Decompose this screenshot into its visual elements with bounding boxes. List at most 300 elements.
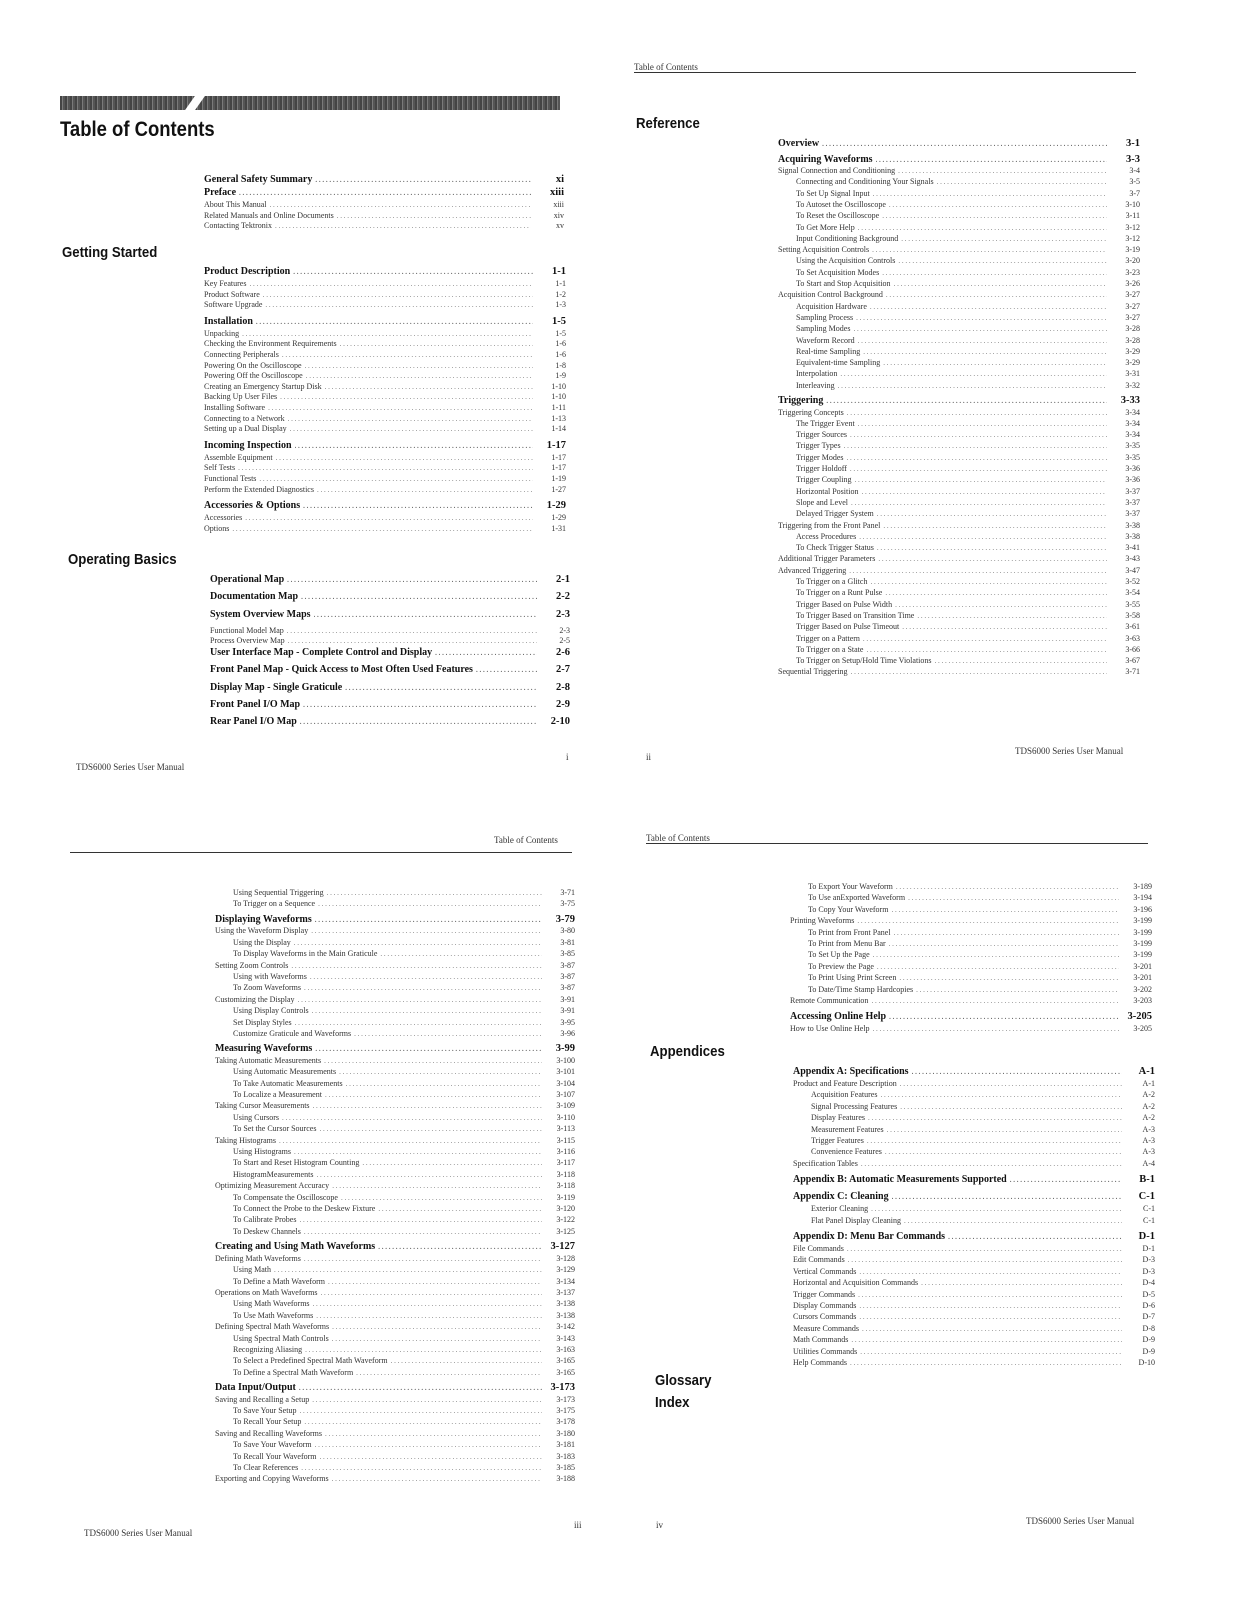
toc-leader-dots — [316, 1170, 542, 1179]
toc-entry-page: D-4 — [1142, 1278, 1155, 1288]
toc-leader-dots — [305, 1345, 542, 1354]
toc-leader-dots — [306, 371, 533, 380]
toc-entry — [793, 1255, 1155, 1264]
toc-entry-title: Trigger on a Pattern — [796, 633, 860, 643]
toc-leader-dots — [291, 961, 542, 970]
toc-entry-page: B-1 — [1139, 1174, 1155, 1186]
toc-leader-dots — [860, 1347, 1122, 1356]
toc-entry — [811, 1113, 1155, 1122]
toc-leader-dots — [303, 500, 533, 511]
page-number-ii: ii — [646, 752, 652, 762]
toc-entry-page: 3-61 — [1125, 622, 1140, 632]
toc-entry — [204, 403, 566, 412]
toc-entry-page: 1-5 — [555, 328, 566, 338]
header-rule-iii — [70, 852, 572, 853]
toc-entry — [811, 1204, 1155, 1213]
toc-entry-title: Taking Cursor Measurements — [215, 1101, 310, 1111]
toc-entry-title: Set Display Styles — [233, 1017, 292, 1027]
toc-leader-dots — [850, 430, 1107, 439]
toc-leader-dots — [327, 888, 542, 897]
toc-leader-dots — [312, 1006, 542, 1015]
toc-entry — [233, 938, 575, 947]
toc-entry-page: 3-43 — [1125, 554, 1140, 564]
toc-entry-title: Exterior Cleaning — [811, 1204, 869, 1214]
toc-entry — [796, 279, 1140, 288]
toc-leader-dots — [866, 645, 1107, 654]
toc-entry-page: 3-11 — [1125, 211, 1140, 221]
toc-entry-page: 3-58 — [1125, 610, 1140, 620]
toc-entry — [796, 475, 1140, 484]
toc-entry — [215, 1056, 575, 1065]
toc-entry-page: 3-99 — [555, 1043, 575, 1055]
toc-leader-dots — [857, 916, 1119, 925]
toc-leader-dots — [316, 1311, 542, 1320]
toc-entry-title: Connecting Peripherals — [204, 350, 279, 359]
toc-entry-title: To Localize a Measurement — [233, 1090, 322, 1099]
toc-leader-dots — [325, 382, 533, 391]
toc-leader-dots — [847, 408, 1107, 417]
toc-leader-dots — [315, 914, 542, 925]
toc-entry — [796, 543, 1140, 552]
toc-entry — [808, 962, 1152, 971]
toc-entry-page: 3-27 — [1125, 290, 1140, 300]
toc-leader-dots — [298, 995, 542, 1004]
toc-entry-title: Process Overview Map — [210, 636, 285, 646]
toc-leader-dots — [332, 1322, 542, 1331]
toc-entry — [796, 336, 1140, 345]
toc-entry-title: Appendix B: Automatic Measurements Supported — [793, 1174, 1007, 1186]
toc-entry — [808, 905, 1152, 914]
toc-leader-dots — [880, 1090, 1122, 1099]
toc-entry — [793, 1231, 1155, 1242]
toc-entry — [796, 611, 1140, 620]
page-title: Table of Contents — [60, 118, 215, 141]
toc-leader-dots — [345, 682, 537, 693]
toc-entry — [796, 200, 1140, 209]
toc-entry-title: To Use Math Waveforms — [233, 1310, 314, 1320]
toc-entry — [796, 487, 1140, 496]
toc-entry-title: Unpacking — [204, 328, 240, 338]
toc-entry-title: Trigger Holdoff — [796, 464, 847, 473]
toc-entry — [790, 1011, 1152, 1022]
toc-entry-title: Using Spectral Math Controls — [233, 1333, 329, 1343]
toc-entry-page: 3-32 — [1125, 380, 1140, 390]
toc-leader-dots — [305, 361, 533, 370]
toc-entry — [808, 928, 1152, 937]
toc-leader-dots — [378, 1241, 542, 1252]
toc-entry-page: 3-107 — [556, 1090, 575, 1099]
toc-entry — [778, 154, 1140, 165]
toc-entry-title: Access Procedures — [796, 531, 857, 541]
toc-leader-dots — [276, 453, 533, 462]
toc-entry-title: Triggering Concepts — [778, 407, 844, 417]
page-number-iii: iii — [574, 1520, 582, 1530]
toc-leader-dots — [320, 1452, 542, 1461]
toc-entry-page: 1-14 — [551, 424, 566, 434]
toc-entry-page: C-1 — [1143, 1204, 1155, 1214]
toc-entry — [204, 300, 566, 309]
toc-leader-dots — [889, 1011, 1119, 1022]
toc-entry-page: 3-3 — [1126, 153, 1140, 165]
section-reference: Reference — [636, 115, 700, 132]
toc-leader-dots — [861, 487, 1107, 496]
toc-entry-page: 3-194 — [1133, 893, 1152, 903]
toc-entry — [796, 645, 1140, 654]
toc-entry-page: 3-199 — [1133, 939, 1152, 948]
toc-entry — [204, 513, 566, 522]
toc-entry — [204, 316, 566, 327]
toc-entry-page: 1-17 — [551, 463, 566, 473]
toc-entry — [796, 347, 1140, 356]
toc-entry-title: Additional Trigger Parameters — [778, 554, 876, 564]
toc-entry — [793, 1267, 1155, 1276]
toc-entry — [796, 622, 1140, 631]
toc-entry-title: Acquisition Hardware — [796, 301, 867, 311]
toc-entry-page: 3-91 — [560, 994, 575, 1004]
toc-leader-dots — [849, 566, 1107, 575]
toc-entry-title: Product Software — [204, 289, 260, 299]
toc-entry-page: 1-13 — [551, 413, 566, 423]
toc-entry — [215, 1181, 575, 1190]
toc-leader-dots — [850, 464, 1107, 473]
toc-entry — [204, 279, 566, 288]
toc-leader-dots — [313, 1101, 542, 1110]
toc-entry — [796, 453, 1140, 462]
toc-entry — [796, 498, 1140, 507]
toc-entry — [796, 324, 1140, 333]
toc-entry-title: Math Commands — [793, 1335, 849, 1345]
toc-entry-title: Using Display Controls — [233, 1006, 309, 1016]
toc-entry-page: A-1 — [1142, 1079, 1155, 1088]
toc-entry-page: 1-6 — [555, 350, 566, 359]
toc-entry-title: Convenience Features — [811, 1147, 882, 1157]
toc-entry — [204, 463, 566, 472]
toc-leader-dots — [886, 290, 1107, 299]
toc-entry — [793, 1290, 1155, 1299]
toc-entry — [778, 395, 1140, 406]
toc-entry-page: 1-1 — [552, 266, 566, 277]
toc-entry — [790, 916, 1152, 925]
toc-entry-title: To Trigger on a Glitch — [796, 577, 868, 586]
toc-entry-title: Sequential Triggering — [778, 667, 848, 677]
running-header-iv: Table of Contents — [646, 833, 710, 843]
toc-entry-page: 3-87 — [560, 960, 575, 970]
toc-leader-dots — [288, 414, 533, 423]
toc-leader-dots — [265, 300, 533, 309]
toc-entry-title: Display Map - Single Graticule — [210, 681, 343, 693]
toc-entry — [796, 577, 1140, 586]
toc-leader-dots — [891, 905, 1119, 914]
toc-leader-dots — [313, 1299, 542, 1308]
toc-entry-page: 1-29 — [551, 513, 566, 523]
toc-entry-title: Data Input/Output — [215, 1382, 296, 1394]
toc-leader-dots — [858, 336, 1107, 345]
toc-entry — [796, 419, 1140, 428]
toc-leader-dots — [855, 475, 1108, 484]
toc-entry-page: 3-122 — [556, 1215, 575, 1225]
toc-entry-page: 2-6 — [556, 646, 570, 658]
toc-leader-dots — [859, 1312, 1122, 1321]
toc-entry-title: Advanced Triggering — [778, 565, 847, 575]
toc-entry-title: Trigger Sources — [796, 430, 848, 440]
toc-entry-page: 3-38 — [1125, 531, 1140, 541]
toc-entry-page: 3-36 — [1125, 475, 1140, 485]
toc-leader-dots — [337, 211, 531, 220]
toc-entry-page: D-5 — [1142, 1289, 1155, 1299]
toc-entry-page: 3-47 — [1125, 565, 1140, 575]
toc-entry-title: To Trigger on Setup/Hold Time Violations — [796, 656, 932, 666]
toc-entry-title: To Preview the Page — [808, 961, 874, 971]
toc-entry-title: Using the Acquisition Controls — [796, 256, 896, 266]
toc-entry-title: Using Math Waveforms — [233, 1299, 310, 1309]
toc-entry — [210, 574, 570, 585]
toc-leader-dots — [287, 574, 537, 585]
toc-leader-dots — [882, 268, 1107, 277]
toc-entry-title: To Check Trigger Status — [796, 543, 874, 553]
toc-entry-page: 3-127 — [550, 1241, 575, 1253]
toc-entry-title: To Set Acquisition Modes — [796, 267, 880, 277]
toc-entry-page: 3-128 — [556, 1253, 575, 1263]
toc-entry — [796, 189, 1140, 198]
toc-entry-title: To Select a Predefined Spectral Math Waveform — [233, 1356, 388, 1366]
toc-leader-dots — [868, 1113, 1122, 1122]
toc-entry-title: Software Upgrade — [204, 300, 263, 310]
running-header-iii: Table of Contents — [494, 835, 558, 845]
page-number-i: i — [566, 752, 569, 762]
toc-entry-page: 3-196 — [1133, 904, 1152, 914]
toc-entry-page: D-3 — [1142, 1266, 1155, 1276]
toc-entry — [210, 682, 570, 693]
toc-entry-title: To Print Using Print Screen — [808, 973, 897, 983]
toc-entry — [233, 1277, 575, 1286]
toc-entry-title: To Start and Reset Histogram Counting — [233, 1158, 360, 1168]
toc-leader-dots — [844, 441, 1107, 450]
toc-entry-title: Assemble Equipment — [204, 452, 273, 462]
toc-entry — [204, 350, 566, 359]
toc-leader-dots — [876, 154, 1107, 165]
toc-entry-title: Incoming Inspection — [204, 439, 292, 451]
toc-entry-title: Perform the Extended Diagnostics — [204, 484, 314, 494]
toc-leader-dots — [859, 1301, 1122, 1310]
toc-entry — [215, 926, 575, 935]
toc-entry — [204, 361, 566, 370]
toc-entry — [793, 1244, 1155, 1253]
toc-entry — [204, 453, 566, 462]
toc-entry-title: Trigger Modes — [796, 452, 844, 462]
toc-entry-title: Interleaving — [796, 380, 835, 390]
toc-entry — [796, 358, 1140, 367]
toc-entry-title: Customizing the Display — [215, 994, 295, 1004]
toc-entry-title: To Trigger Based on Transition Time — [796, 610, 915, 620]
toc-entry-page: A-2 — [1142, 1090, 1155, 1100]
toc-leader-dots — [870, 302, 1107, 311]
toc-entry-page: 3-29 — [1125, 358, 1140, 368]
toc-entry-title: Using the Display — [233, 937, 291, 947]
toc-entry — [233, 1215, 575, 1224]
toc-entry-title: Overview — [778, 138, 820, 149]
toc-entry-title: Sampling Modes — [796, 324, 851, 334]
toc-entry — [778, 566, 1140, 575]
toc-entry-title: Utilities Commands — [793, 1346, 858, 1356]
toc-entry-title: Trigger Based on Pulse Timeout — [796, 622, 900, 632]
toc-entry-title: Using Automatic Measurements — [233, 1067, 337, 1077]
toc-entry-title: To Export Your Waveform — [808, 882, 893, 891]
toc-entry-title: Real-time Sampling — [796, 346, 861, 356]
toc-leader-dots — [290, 424, 533, 433]
toc-entry-page: 3-137 — [556, 1287, 575, 1297]
toc-leader-dots — [270, 200, 531, 209]
toc-entry-page: A-2 — [1142, 1101, 1155, 1111]
toc-leader-dots — [311, 926, 542, 935]
toc-leader-dots — [838, 381, 1107, 390]
toc-entry-page: 3-26 — [1125, 279, 1140, 288]
toc-entry — [210, 647, 570, 658]
toc-entry — [215, 1382, 575, 1393]
toc-leader-dots — [892, 1191, 1122, 1202]
toc-entry-page: 3-165 — [556, 1367, 575, 1377]
toc-leader-dots — [299, 1215, 542, 1224]
toc-entry-title: Measure Commands — [793, 1323, 859, 1333]
toc-entry-page: 3-20 — [1125, 256, 1140, 266]
toc-entry-page: 2-3 — [556, 608, 570, 620]
toc-entry — [778, 667, 1140, 676]
toc-entry-page: 3-189 — [1133, 882, 1152, 891]
toc-entry-title: To Save Your Waveform — [233, 1440, 312, 1450]
toc-entry-page: xv — [556, 221, 564, 230]
toc-entry-page: 3-188 — [556, 1474, 575, 1484]
toc-entry — [796, 464, 1140, 473]
toc-entry-page: 1-19 — [551, 474, 566, 483]
toc-entry-page: 1-6 — [555, 339, 566, 349]
toc-entry-title: How to Use Online Help — [790, 1023, 870, 1033]
toc-entry — [796, 211, 1140, 220]
toc-entry-page: 2-5 — [559, 636, 570, 646]
toc-leader-dots — [318, 899, 542, 908]
toc-entry-title: To Display Waveforms in the Main Graticule — [233, 949, 378, 959]
toc-entry-page: 3-87 — [560, 983, 575, 993]
toc-entry-page: A-1 — [1138, 1066, 1155, 1077]
toc-entry-page: 1-3 — [555, 300, 566, 310]
toc-entry-title: Trigger Types — [796, 441, 841, 451]
toc-entry-page: 2-9 — [556, 698, 570, 710]
toc-entry-page: 3-201 — [1133, 961, 1152, 971]
toc-entry-title: Taking Histograms — [215, 1135, 276, 1145]
toc-entry — [215, 1043, 575, 1054]
toc-entry-title: Installation — [204, 315, 253, 327]
toc-entry — [233, 1158, 575, 1167]
toc-leader-dots — [846, 453, 1107, 462]
toc-leader-dots — [300, 716, 537, 727]
toc-entry-title: Operational Map — [210, 574, 285, 585]
toc-entry-title: To Trigger on a Sequence — [233, 899, 316, 909]
toc-leader-dots — [887, 1125, 1122, 1134]
toc-entry — [204, 440, 566, 451]
toc-leader-dots — [840, 369, 1107, 378]
toc-entry-page: 3-181 — [556, 1440, 575, 1450]
section-glossary: Glossary — [655, 1372, 712, 1389]
header-rule-iv — [646, 843, 1148, 844]
toc-entry-title: Delayed Trigger System — [796, 509, 874, 519]
toc-entry-title: Using with Waveforms — [233, 971, 307, 981]
footer-manual-name: TDS6000 Series User Manual — [76, 762, 185, 772]
toc-entry — [793, 1324, 1155, 1333]
toc-entry — [210, 716, 570, 727]
section-appendices: Appendices — [650, 1043, 725, 1060]
toc-entry-page: 3-34 — [1125, 418, 1140, 428]
toc-entry-page: 3-202 — [1133, 984, 1152, 994]
toc-entry-page: 3-205 — [1133, 1023, 1152, 1033]
toc-entry-title: Horizontal Position — [796, 486, 859, 496]
toc-entry-title: Trigger Coupling — [796, 475, 852, 485]
toc-entry-page: 1-29 — [546, 500, 566, 512]
toc-entry — [210, 591, 570, 602]
toc-entry-page: 2-7 — [556, 664, 570, 676]
toc-entry-page: C-1 — [1143, 1215, 1155, 1225]
toc-entry — [796, 177, 1140, 186]
toc-entry-title: Accessing Online Help — [790, 1011, 887, 1023]
toc-entry-page: 3-117 — [556, 1158, 575, 1168]
footer-manual-name-iv: TDS6000 Series User Manual — [1026, 1516, 1135, 1526]
toc-entry — [808, 973, 1152, 982]
toc-entry-title: Vertical Commands — [793, 1266, 857, 1276]
toc-entry-page: 3-35 — [1125, 452, 1140, 462]
toc-entry-page: 2-8 — [556, 681, 570, 693]
toc-entry — [808, 893, 1152, 902]
toc-leader-dots — [301, 1463, 542, 1472]
toc-entry-title: Specification Tables — [793, 1158, 858, 1168]
toc-entry-page: 3-113 — [556, 1124, 575, 1134]
toc-entry — [793, 1278, 1155, 1287]
toc-entry-title: Backing Up User Files — [204, 392, 278, 402]
toc-entry — [778, 408, 1140, 417]
section-index: Index — [655, 1394, 690, 1411]
toc-leader-dots — [259, 474, 533, 483]
toc-entry-title: HistogramMeasurements — [233, 1169, 314, 1179]
toc-entry — [215, 1241, 575, 1252]
toc-leader-dots — [863, 634, 1107, 643]
toc-entry-title: Trigger Features — [811, 1136, 864, 1145]
toc-entry-page: 3-27 — [1125, 312, 1140, 322]
toc-entry-page: 3-142 — [556, 1322, 575, 1332]
toc-leader-dots — [263, 290, 533, 299]
toc-leader-dots — [885, 588, 1107, 597]
toc-entry-title: To Deskew Channels — [233, 1226, 301, 1236]
toc-entry-title: Flat Panel Display Cleaning — [811, 1215, 901, 1225]
toc-entry-page: A-4 — [1142, 1158, 1155, 1168]
toc-leader-dots — [873, 189, 1107, 198]
toc-entry — [210, 626, 570, 635]
toc-entry — [215, 1429, 575, 1438]
toc-leader-dots — [826, 395, 1107, 406]
toc-entry — [204, 174, 564, 185]
toc-entry — [233, 1124, 575, 1133]
toc-leader-dots — [279, 1136, 542, 1145]
running-header-ii: Table of Contents — [634, 62, 698, 72]
toc-leader-dots — [341, 1193, 542, 1202]
toc-entry — [811, 1102, 1155, 1111]
toc-leader-dots — [378, 1204, 542, 1213]
toc-entry — [790, 996, 1152, 1005]
toc-entry-title: To Save Your Setup — [233, 1406, 297, 1415]
toc-entry-page: 3-34 — [1125, 430, 1140, 440]
toc-entry — [796, 256, 1140, 265]
toc-leader-dots — [380, 949, 542, 958]
page-number-iv: iv — [656, 1520, 664, 1530]
toc-leader-dots — [899, 973, 1119, 982]
toc-entry-title: Display Commands — [793, 1301, 857, 1310]
toc-leader-dots — [898, 256, 1107, 265]
toc-entry-page: 3-96 — [560, 1028, 575, 1038]
